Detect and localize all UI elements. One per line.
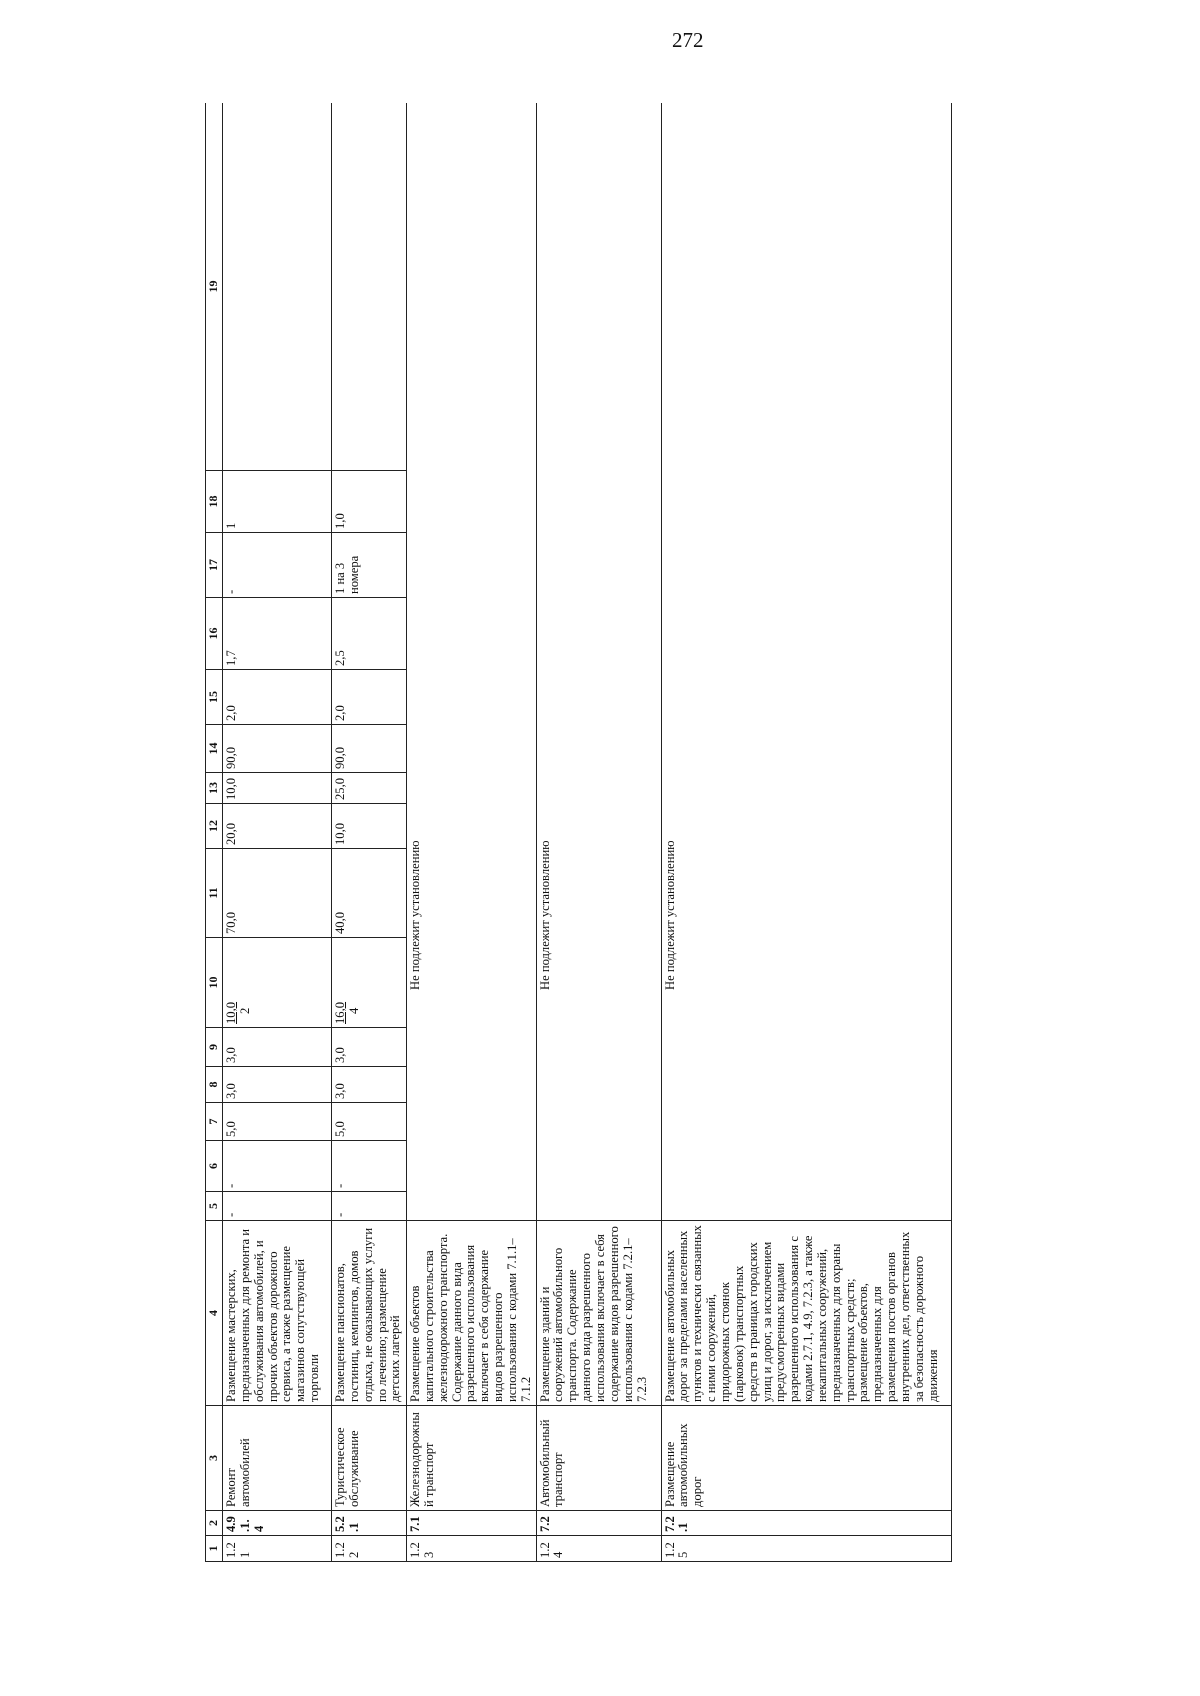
header-cell: 2 bbox=[206, 1511, 223, 1536]
rotated-table-frame bbox=[205, 103, 980, 1562]
row-number: 1.22 bbox=[332, 1536, 407, 1562]
not-applicable-cell: Не подлежит установлению bbox=[661, 103, 951, 1221]
value-cell: 10,0 bbox=[332, 804, 407, 849]
value-cell: 3,0 bbox=[332, 1028, 407, 1067]
use-description: Размещение объектов капитального строительства железнодорожного транспорта. Содержание данного вида разрешенного использования включает в себя содержание видов разрешенного использования с кодами 7.1.1–7.1.2 bbox=[407, 1221, 537, 1406]
land-use-table bbox=[205, 103, 952, 1562]
value-cell: 3,0 bbox=[332, 1067, 407, 1103]
header-cell: 8 bbox=[206, 1067, 223, 1103]
row-number: 1.25 bbox=[661, 1536, 951, 1562]
use-description: Размещение пансионатов, гостиниц, кемпингов, домов отдыха, не оказывающих услуги по лечению; размещение детских лагерей bbox=[332, 1221, 407, 1406]
value-cell: 40,0 bbox=[332, 849, 407, 938]
value-cell: - bbox=[223, 1141, 332, 1192]
use-code: 7.1 bbox=[407, 1511, 537, 1536]
fraction-numerator: 16,0 bbox=[333, 1001, 347, 1024]
header-cell: 15 bbox=[206, 670, 223, 725]
value-cell bbox=[332, 103, 407, 471]
use-name: Туристическое обслуживание bbox=[332, 1406, 407, 1511]
value-cell: 3,0 bbox=[223, 1028, 332, 1067]
value-cell: 5,0 bbox=[223, 1103, 332, 1141]
value-cell: 70,0 bbox=[223, 849, 332, 938]
value-cell: 2,0 bbox=[223, 670, 332, 725]
table-row bbox=[223, 103, 332, 1562]
fraction-numerator: 10,0 bbox=[224, 1001, 238, 1024]
use-code: 7.2.1 bbox=[661, 1511, 951, 1536]
fraction-denominator: 4 bbox=[346, 1007, 361, 1014]
row-number: 1.21 bbox=[223, 1536, 332, 1562]
header-cell: 1 bbox=[206, 1536, 223, 1562]
value-cell: 90,0 bbox=[223, 725, 332, 773]
value-cell: 25,0 bbox=[332, 773, 407, 804]
header-cell: 11 bbox=[206, 849, 223, 938]
not-applicable-cell: Не подлежит установлению bbox=[407, 103, 537, 1221]
value-cell: 1,7 bbox=[223, 598, 332, 670]
header-cell: 4 bbox=[206, 1221, 223, 1406]
header-cell: 16 bbox=[206, 598, 223, 670]
value-cell: - bbox=[223, 1192, 332, 1221]
value-cell: 1 bbox=[223, 471, 332, 533]
not-applicable-cell: Не подлежит установлению bbox=[536, 103, 661, 1221]
use-name: Ремонт автомобилей bbox=[223, 1406, 332, 1511]
header-cell: 3 bbox=[206, 1406, 223, 1511]
table-row bbox=[661, 103, 951, 1562]
fraction-denominator: 2 bbox=[237, 1007, 252, 1014]
header-cell: 7 bbox=[206, 1103, 223, 1141]
page-number: 272 bbox=[672, 28, 704, 52]
header-cell: 6 bbox=[206, 1141, 223, 1192]
fraction-cell bbox=[223, 938, 332, 1028]
value-cell: 1 на 3 номера bbox=[332, 533, 407, 598]
header-cell: 14 bbox=[206, 725, 223, 773]
value-cell: - bbox=[332, 1192, 407, 1221]
value-cell: 1,0 bbox=[332, 471, 407, 533]
use-name: Железнодорожный транспорт bbox=[407, 1406, 537, 1511]
row-number: 1.23 bbox=[407, 1536, 537, 1562]
fraction-cell bbox=[332, 938, 407, 1028]
use-description: Размещение мастерских, предназначенных для ремонта и обслуживания автомобилей, и прочих объектов дорожного сервиса, а также размещение магазинов сопутствующей торговли bbox=[223, 1221, 332, 1406]
value-cell: 5,0 bbox=[332, 1103, 407, 1141]
value-cell: - bbox=[223, 533, 332, 598]
header-cell: 13 bbox=[206, 773, 223, 804]
row-number: 1.24 bbox=[536, 1536, 661, 1562]
value-cell: 2,0 bbox=[332, 670, 407, 725]
value-cell: 90,0 bbox=[332, 725, 407, 773]
header-cell: 17 bbox=[206, 533, 223, 598]
header-cell: 19 bbox=[206, 103, 223, 471]
header-cell: 5 bbox=[206, 1192, 223, 1221]
value-cell: 3,0 bbox=[223, 1067, 332, 1103]
use-code: 7.2 bbox=[536, 1511, 661, 1536]
value-cell bbox=[223, 103, 332, 471]
header-cell: 18 bbox=[206, 471, 223, 533]
use-code: 5.2.1 bbox=[332, 1511, 407, 1536]
table-row bbox=[407, 103, 537, 1562]
use-description: Размещение автомобильных дорог за пределами населенных пунктов и технически связанных с ними сооружений, придорожных стоянок (парковок) транспортных средств в границах городских улиц и дорог, за исключением предусмотренных видами разрешенного использования с кодами 2.7.1, 4.9, 7.2.3, а также некапитальных сооружений, предназначенных для охраны транспортных средств; размещение объектов, предназначенных для размещения постов органов внутренних дел, ответственных за безопасность дорожного движения bbox=[661, 1221, 951, 1406]
table-row bbox=[536, 103, 661, 1562]
use-name: Автомобильный транспорт bbox=[536, 1406, 661, 1511]
value-cell: 10,0 bbox=[223, 773, 332, 804]
use-description: Размещение зданий и сооружений автомобильного транспорта. Содержание данного вида разрешенного использования включает в себя содержание видов разрешенного использования с кодами 7.2.1–7.2.3 bbox=[536, 1221, 661, 1406]
use-name: Размещение автомобильных дорог bbox=[661, 1406, 951, 1511]
use-code: 4.9.1.4 bbox=[223, 1511, 332, 1536]
value-cell: 2,5 bbox=[332, 598, 407, 670]
table-row bbox=[332, 103, 407, 1562]
table-wrapper bbox=[205, 103, 980, 1562]
header-cell: 10 bbox=[206, 938, 223, 1028]
value-cell: - bbox=[332, 1141, 407, 1192]
header-cell: 9 bbox=[206, 1028, 223, 1067]
value-cell: 20,0 bbox=[223, 804, 332, 849]
header-cell: 12 bbox=[206, 804, 223, 849]
header-row bbox=[206, 103, 223, 1562]
